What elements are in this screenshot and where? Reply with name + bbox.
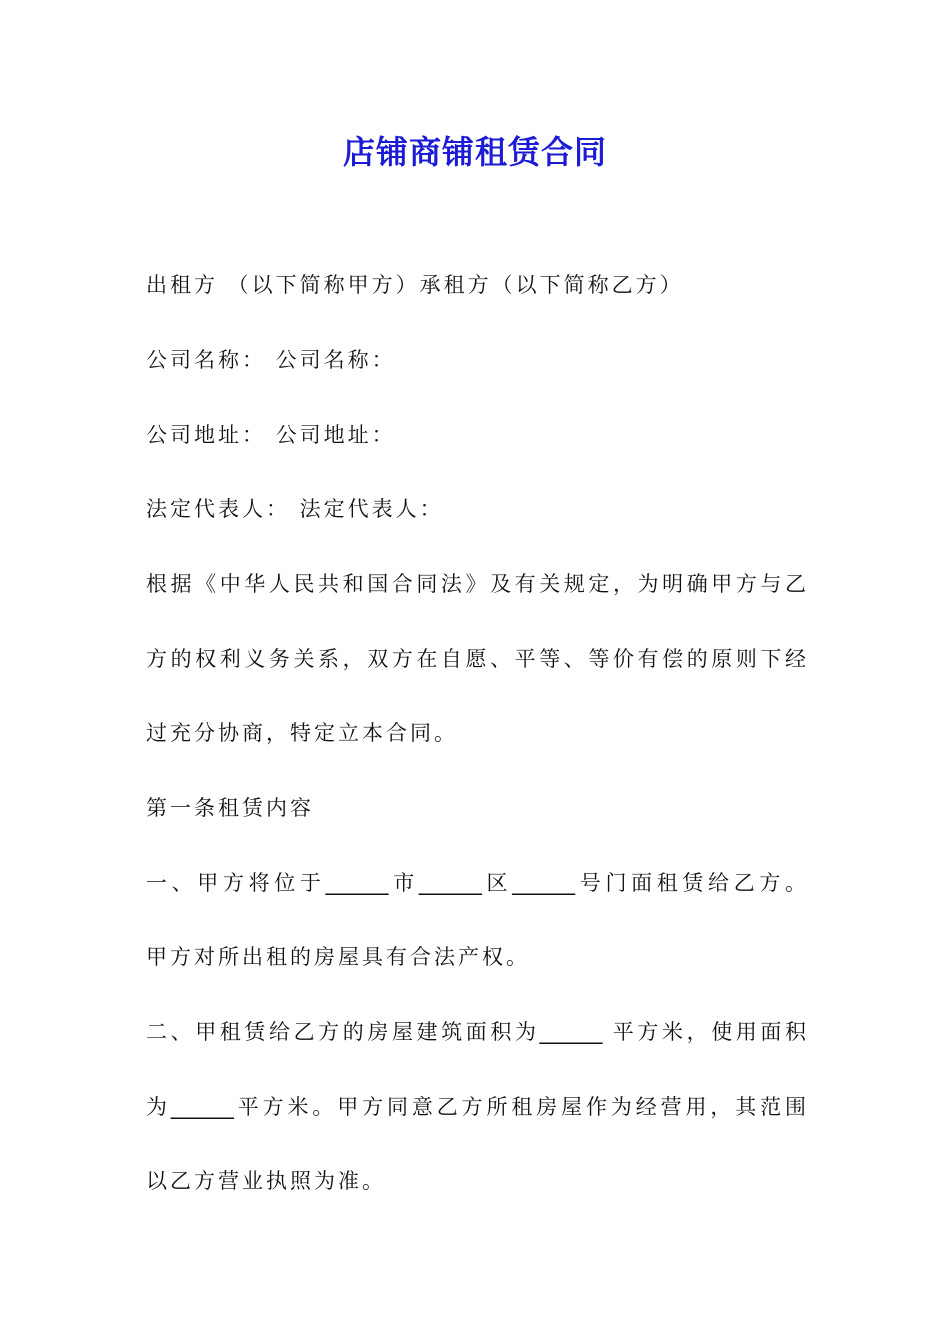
paragraph-line: 以乙方营业执照为准。 — [146, 1169, 386, 1193]
parties-line: 出租方 （以下简称甲方）承租方（以下简称乙方） — [146, 273, 684, 297]
company-address-line: 公司地址： 公司地址： — [146, 423, 396, 447]
paragraph-line: 二、甲租赁给乙方的房屋建筑面积为______ 平方米，使用面积 — [146, 1020, 806, 1044]
paragraph-line: 甲方对所出租的房屋具有合法产权。 — [146, 945, 530, 969]
section-heading: 第一条租赁内容 — [146, 796, 314, 820]
paragraph-line: 根据《中华人民共和国合同法》及有关规定，为明确甲方与乙 — [146, 572, 806, 596]
paragraph-line: 一、甲方将位于______市______区______号门面租赁给乙方。 — [146, 871, 806, 895]
company-name-line: 公司名称： 公司名称： — [146, 348, 396, 372]
document-title: 店铺商铺租赁合同 — [342, 133, 607, 171]
legal-representative-line: 法定代表人： 法定代表人： — [146, 497, 444, 521]
paragraph-line: 过充分协商，特定立本合同。 — [146, 721, 458, 745]
paragraph-line: 方的权利义务关系，双方在自愿、平等、等价有偿的原则下经 — [146, 647, 806, 671]
paragraph-line: 为______平方米。甲方同意乙方所租房屋作为经营用，其范围 — [146, 1095, 806, 1119]
